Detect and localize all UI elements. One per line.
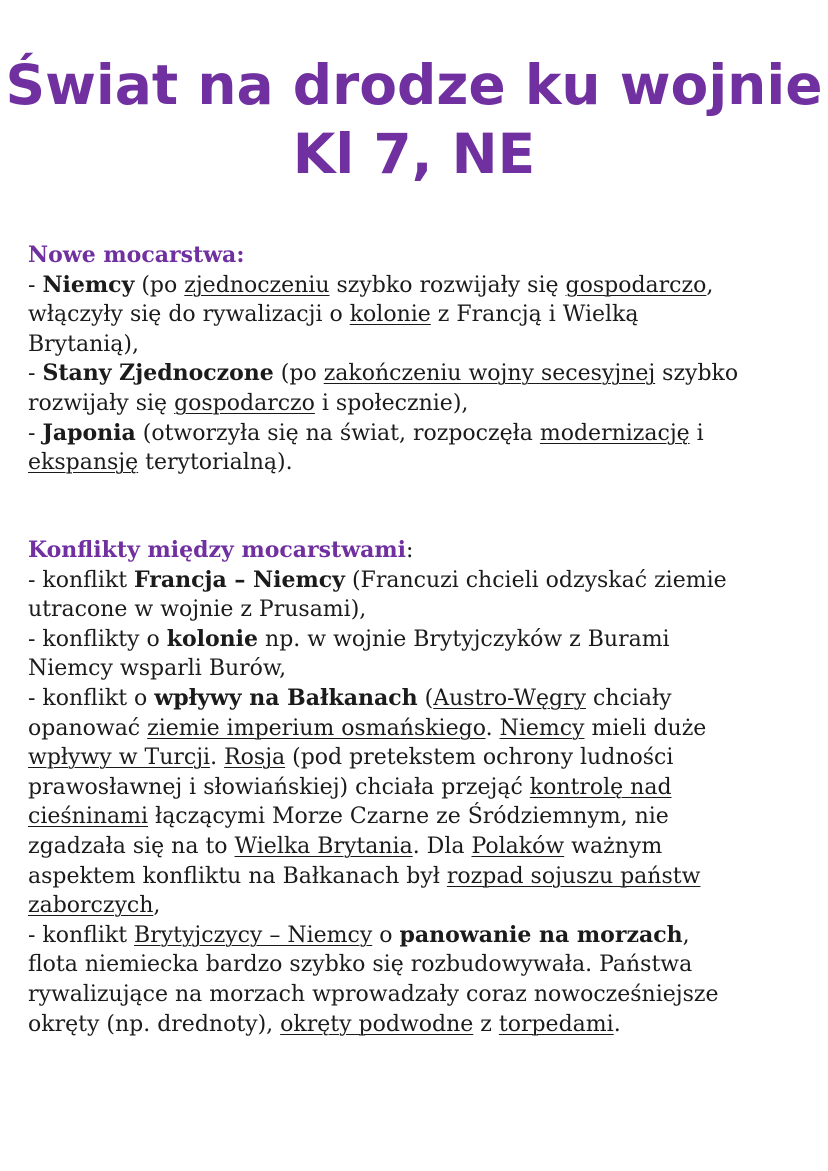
text-line — [28, 862, 808, 892]
underlined-term: gospodarczo — [174, 390, 315, 416]
page-subtitle: Kl 7, NE — [292, 122, 536, 186]
text-run: - konflikt — [28, 567, 135, 593]
text-run: chciały — [586, 685, 672, 711]
underlined-term: Brytyjczycy – Niemcy — [134, 922, 373, 948]
text-run: - — [28, 420, 43, 446]
text-line — [28, 802, 808, 832]
text-line — [28, 773, 808, 803]
text-run: Niemcy wsparli Burów, — [28, 656, 287, 682]
text-run: ważnym — [564, 833, 663, 859]
text-run: opanować — [28, 715, 148, 741]
text-run: . — [613, 1011, 621, 1037]
underlined-term: Polaków — [471, 833, 565, 859]
text-line — [28, 980, 808, 1010]
underlined-term: modernizację — [539, 420, 690, 446]
text-line — [28, 271, 808, 301]
text-line — [28, 330, 808, 360]
underlined-term: Wielka Brytania — [234, 833, 413, 859]
bold-term: kolonie — [166, 625, 259, 652]
text-line — [28, 448, 808, 478]
text-run: i — [689, 420, 704, 446]
underlined-term: okręty podwodne — [280, 1011, 474, 1037]
underlined-term: ekspansję — [28, 450, 139, 476]
section-heading-conflicts: Konflikty między mocarstwami — [28, 537, 407, 563]
underlined-term: Rosja — [224, 745, 286, 771]
text-run: . — [485, 715, 500, 741]
text-run: (po — [273, 361, 324, 387]
bold-term: Stany Zjednoczone — [42, 360, 274, 387]
underlined-term: zjednoczeniu — [184, 272, 330, 298]
text-run: , — [682, 922, 690, 948]
text-run: . — [210, 745, 225, 771]
text-run: (po — [134, 272, 185, 298]
text-run: włączyły się do rywalizacji o — [28, 302, 350, 328]
text-run: aspektem konfliktu na Bałkanach był — [28, 863, 447, 889]
text-run: - konflikt o — [28, 685, 155, 711]
section-heading-new-powers: Nowe mocarstwa: — [28, 242, 245, 268]
text-line — [28, 654, 808, 684]
bold-term: Francja – Niemcy — [134, 566, 345, 593]
underlined-term: ziemie imperium osmańskiego — [147, 715, 486, 741]
text-run: , — [153, 893, 161, 919]
text-run: (pod pretekstem ochrony ludności — [285, 745, 674, 771]
section-body — [28, 566, 808, 1040]
underlined-term: rozpad sojuszu państw — [446, 863, 701, 889]
bold-term: panowanie na morzach — [399, 921, 683, 948]
section-conflicts — [28, 536, 808, 1039]
text-line — [28, 921, 808, 951]
underlined-term: kontrolę nad — [529, 774, 672, 800]
text-run: z Francją i Wielką — [430, 302, 639, 328]
text-line — [28, 832, 808, 862]
text-line — [28, 684, 808, 714]
text-run: - — [28, 272, 43, 298]
text-run: Brytanią), — [28, 331, 139, 357]
section-heading-conflicts-line — [28, 536, 808, 566]
text-run: . Dla — [412, 833, 472, 859]
text-run: szybko rozwijały się — [329, 272, 566, 298]
text-run: okręty (np. drednoty), — [28, 1011, 281, 1037]
text-run: - konflikty o — [28, 626, 167, 652]
underlined-term: torpedami — [498, 1011, 614, 1037]
text-run: z — [473, 1011, 499, 1037]
text-run: utracone w wojnie z Prusami), — [28, 597, 367, 623]
underlined-term: wpływy w Turcji — [28, 745, 211, 771]
underlined-term: cieśninami — [28, 804, 149, 830]
section-new-powers — [28, 241, 808, 478]
text-line — [28, 1010, 808, 1040]
text-run: terytorialną). — [138, 450, 293, 476]
text-line — [28, 566, 808, 596]
underlined-term: zakończeniu wojny secesyjnej — [323, 361, 656, 387]
text-run: - — [28, 361, 43, 387]
section-body — [28, 271, 808, 478]
text-run: flota niemiecka bardzo szybko się rozbudowywała. Państwa — [28, 952, 693, 978]
text-run: szybko — [655, 361, 739, 387]
bold-term: wpływy na Bałkanach — [154, 684, 418, 711]
text-line — [28, 419, 808, 449]
text-line — [28, 714, 808, 744]
text-line — [28, 625, 808, 655]
text-run: i społecznie), — [314, 390, 469, 416]
text-line — [28, 743, 808, 773]
text-line — [28, 950, 808, 980]
text-run: np. w wojnie Brytyjczyków z Burami — [258, 626, 670, 652]
text-line — [28, 300, 808, 330]
text-run: łączącymi Morze Czarne ze Śródziemnym, nie — [148, 804, 669, 830]
text-run: rozwijały się — [28, 390, 175, 416]
heading-suffix: : — [406, 538, 414, 563]
text-run: ( — [417, 685, 434, 711]
page-title: Świat na drodze ku wojnie — [5, 53, 823, 117]
underlined-term: Austro-Węgry — [433, 685, 587, 711]
text-line — [28, 595, 808, 625]
text-run: - konflikt — [28, 922, 135, 948]
underlined-term: Niemcy — [499, 715, 585, 741]
text-line — [28, 359, 808, 389]
bold-term: Niemcy — [42, 271, 135, 298]
text-run: prawosławnej i słowiańskiej) chciała przejąć — [28, 774, 530, 800]
bold-term: Japonia — [42, 419, 136, 446]
text-run: zgadzała się na to — [28, 833, 235, 859]
underlined-term: kolonie — [349, 302, 431, 328]
text-run: (otworzyła się na świat, rozpoczęła — [135, 420, 540, 446]
text-run: (Francuzi chcieli odzyskać ziemie — [344, 567, 727, 593]
text-run: rywalizujące na morzach wprowadzały coraz nowocześniejsze — [28, 981, 719, 1007]
underlined-term: gospodarczo — [565, 272, 707, 298]
text-line — [28, 891, 808, 921]
text-run: mieli duże — [584, 715, 707, 741]
underlined-term: zaborczych — [28, 893, 154, 919]
text-line — [28, 389, 808, 419]
text-run: , — [706, 272, 714, 298]
text-run: o — [372, 922, 400, 948]
